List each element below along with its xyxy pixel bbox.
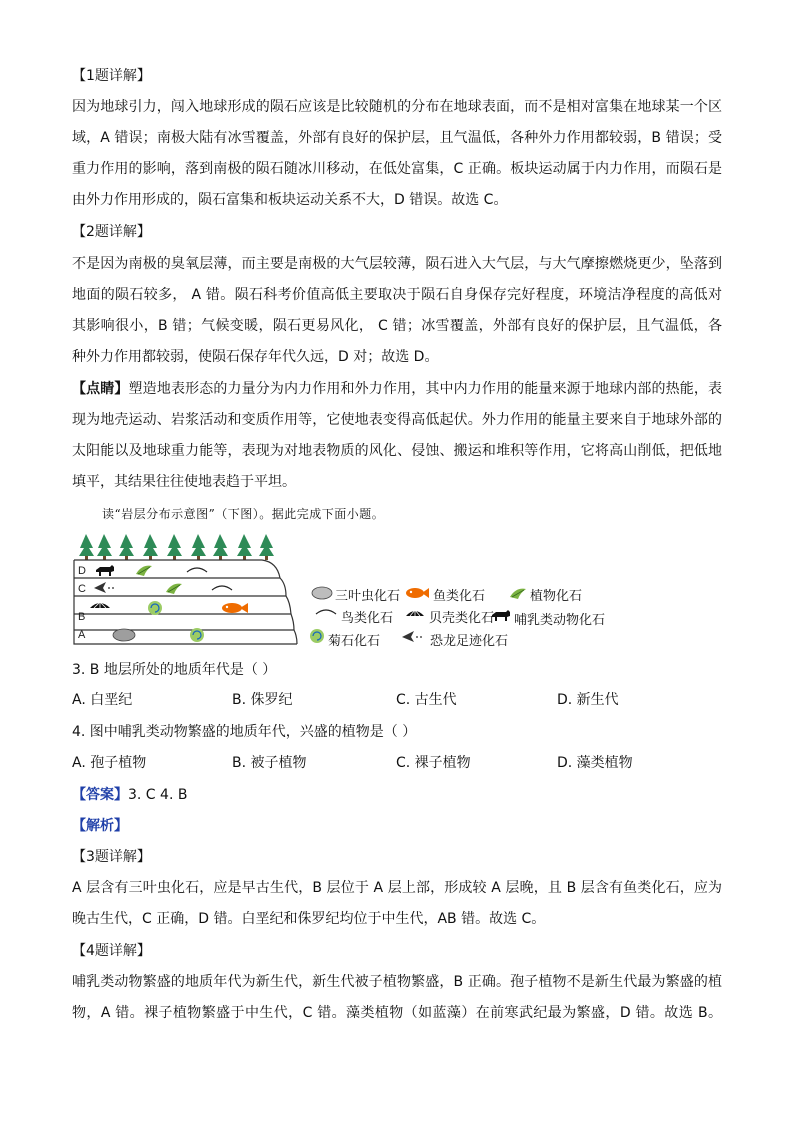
legend-trilobite-icon [312, 587, 332, 599]
q4-option-c: C. 裸子植物 [396, 755, 471, 771]
dino-footprint-icon [94, 582, 114, 593]
shell-fossil-icon [90, 602, 110, 608]
q4-stem: 4. 图中哺乳类动物繁盛的地质年代，兴盛的植物是（ ） [72, 724, 417, 740]
plant-fossil-icon [166, 584, 182, 594]
q3-text-line: A 层含有三叶虫化石，应是早古生代，B 层位于 A 层上部，形成较 A 层晚，且 B 层含有鱼类化石，应为 [72, 880, 722, 896]
tip-text-line: 现为地壳运动、岩浆活动和变质作用等，它使地表变得高低起伏。外力作用的能量主要来自于地球外部的 [72, 412, 722, 428]
q1-text-line: 由外力作用形成的，陨石富集和板块运动关系不大，D 错误。故选 C。 [72, 192, 508, 208]
legend-fish-icon [406, 588, 429, 598]
legend-plant-label: 植物化石 [530, 589, 583, 604]
layer-label-c: C [78, 583, 86, 595]
rock-strata-figure [72, 530, 632, 652]
q1-detail-heading: 【1题详解】 [72, 68, 151, 84]
q1-text-line: 因为地球引力，闯入地球形成的陨石应该是比较随机的分布在地球表面，而不是相对富集在地球某一个区 [72, 99, 722, 115]
legend-dino-label: 恐龙足迹化石 [430, 634, 509, 649]
trilobite-fossil-icon [113, 629, 135, 641]
legend-mammal-label: 哺乳类动物化石 [514, 613, 606, 628]
legend-plant-icon [510, 589, 526, 599]
q4-text-line: 哺乳类动物繁盛的地质年代为新生代，新生代被子植物繁盛，B 正确。孢子植物不是新生代最为繁盛的植 [72, 974, 722, 990]
layer-label-b: B [78, 611, 86, 623]
forest-icon [79, 534, 274, 560]
analysis-label: 【解析】 [72, 818, 128, 834]
layer-label-a: A [78, 629, 86, 641]
q4-option-a: A. 孢子植物 [72, 755, 147, 771]
answer-line [72, 785, 722, 805]
q2-text-line: 不是因为南极的臭氧层薄，而主要是南极的大气层较薄，陨石进入大气层，与大气摩擦燃烧更少，坠落到 [72, 256, 722, 272]
bird-fossil-icon [212, 586, 232, 590]
q3-text-line: 晚古生代，C 正确，D 错。白垩纪和侏罗纪均位于中生代，AB 错。故选 C。 [72, 911, 546, 927]
mammal-fossil-icon [96, 565, 114, 576]
q2-detail-heading: 【2题详解】 [72, 224, 151, 240]
q3-option-b: B. 侏罗纪 [232, 692, 293, 708]
q3-option-c: C. 古生代 [396, 692, 457, 708]
legend-dino-footprint-icon [402, 631, 422, 642]
tip-text-line: 太阳能以及地球重力能等，表现为对地表物质的风化、侵蚀、搬运和堆积等作用，它将高山削低，把低地 [72, 443, 722, 459]
layer-label-d: D [78, 565, 86, 577]
legend-shell-icon [406, 610, 424, 616]
legend-ammonite-label: 菊石化石 [328, 634, 381, 649]
legend-fish-label: 鱼类化石 [433, 589, 486, 604]
plant-fossil-icon [136, 566, 152, 576]
q1-text-line: 域，A 错误；南极大陆有冰雪覆盖，外部有良好的保护层，且气温低，各种外力作用都较弱，B 错误；受 [72, 130, 722, 146]
tip-text: 塑造地表形态的力量分为内力作用和外力作用，其中内力作用的能量来源于地球内部的热能，表 [128, 381, 723, 397]
ammonite-fossil-icon [190, 628, 204, 642]
q1-text-line: 重力作用的影响，落到南极的陨石随冰川移动，在低处富集，C 正确。板块运动属于内力作用，而陨石是 [72, 161, 722, 177]
legend-bird-label: 鸟类化石 [341, 611, 394, 626]
fish-fossil-icon [222, 603, 248, 613]
answer-label: 【答案】 [72, 787, 128, 803]
q3-option-a: A. 白垩纪 [72, 692, 133, 708]
legend-ammonite-icon [310, 629, 324, 643]
tip-heading: 【点睛】 [72, 381, 129, 397]
q2-text-line: 地面的陨石较多， A 错。陨石科考价值高低主要取决于陨石自身保存完好程度，环境洁净程度的高低对 [72, 287, 722, 303]
q4-detail-heading: 【4题详解】 [72, 943, 151, 959]
q4-text-line: 物，A 错。裸子植物繁盛于中生代，C 错。藻类植物（如蓝藻）在前寒武纪最为繁盛，D 错。故选 B。 [72, 1005, 722, 1021]
legend-trilobite-label: 三叶虫化石 [335, 589, 401, 604]
q3-detail-heading: 【3题详解】 [72, 849, 151, 865]
strata-outline [74, 560, 297, 644]
q3-option-d: D. 新生代 [557, 692, 619, 708]
q4-option-b: B. 被子植物 [232, 755, 307, 771]
tip-text-line: 填平，其结果往往使地表趋于平坦。 [72, 474, 296, 490]
answer-text: 3. C 4. B [128, 787, 188, 803]
legend-shell-label: 贝壳类化石 [429, 611, 495, 626]
ammonite-fossil-icon [148, 601, 162, 615]
q4-option-d: D. 藻类植物 [557, 755, 633, 771]
q2-text-line: 种外力作用都较弱，使陨石保存年代久远，D 对；故选 D。 [72, 349, 439, 365]
bird-fossil-icon [187, 568, 207, 572]
legend-bird-icon [316, 610, 336, 614]
q3-stem: 3. B 地层所处的地质年代是（ ） [72, 662, 277, 678]
legend-mammal-icon [492, 610, 510, 621]
figure-intro: 读“岩层分布示意图”（下图）。据此完成下面小题。 [102, 507, 385, 521]
q2-text-line: 其影响很小，B 错；气候变暖，陨石更易风化， C 错；冰雪覆盖，外部有良好的保护层，且气温低，各 [72, 318, 722, 334]
tip-first-line [72, 379, 722, 399]
